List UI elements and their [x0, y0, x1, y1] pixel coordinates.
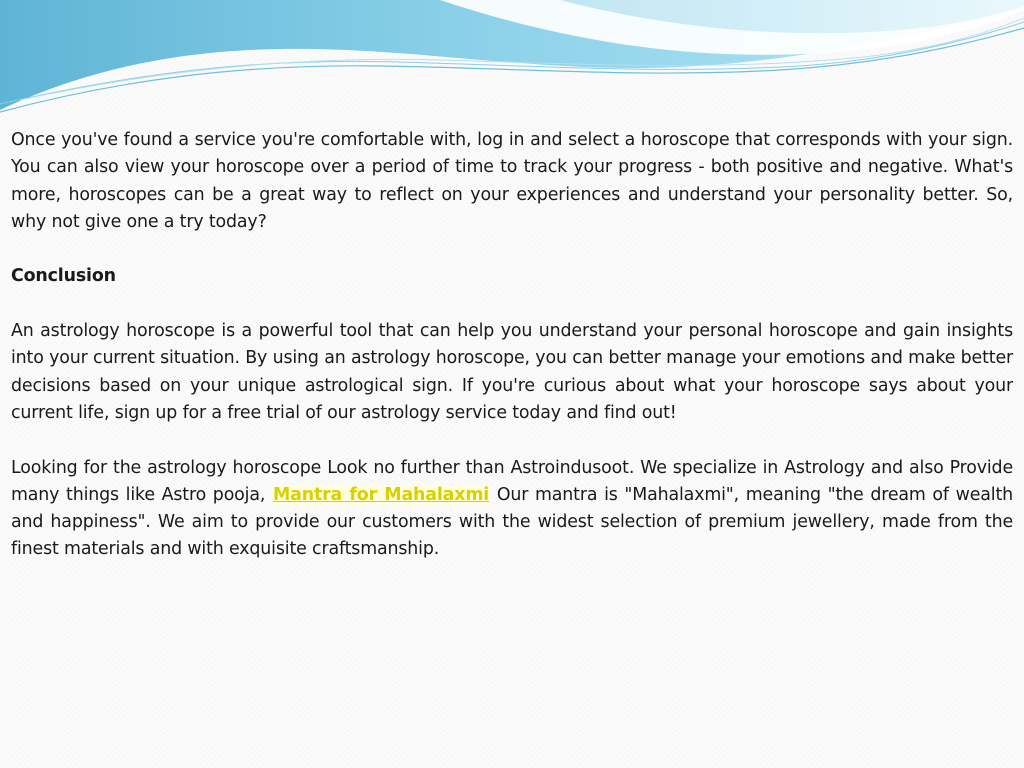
header-wave-decoration: [0, 0, 1024, 120]
paragraph-3-text-after-link: Our mantra is "Mahalaxmi", meaning "the dream of wealth and happiness". We aim to provide our customers with the widest selection of premium jewellery, made from the finest materials and with exquisite craftsmanship.: [11, 484, 1013, 560]
mantra-for-mahalaxmi-link[interactable]: Mantra for Mahalaxmi: [272, 484, 490, 505]
body-paragraph-2: An astrology horoscope is a powerful tool that can help you understand your personal horoscope and gain insights into your current situation. By using an astrology horoscope, you can better manage your emotions and make better decisions based on your unique astrological sign. If you're curious about what your horoscope says about your current life, sign up for a free trial of our astrology service today and find out!: [11, 321, 1013, 423]
paragraph-3-text-before-link: Looking for the astrology horoscope Look no further than Astroindusoot. We specialize in Astrology and also Provide many things like Astro pooja,: [11, 457, 1013, 505]
slide-content: [11, 127, 1013, 591]
conclusion-heading: Conclusion: [11, 266, 116, 287]
body-paragraph-3: [11, 455, 1013, 564]
body-paragraph-1: Once you've found a service you're comfortable with, log in and select a horoscope that corresponds with your sign. You can also view your horoscope over a period of time to track your progress - both positive and negative. What's more, horoscopes can be a great way to reflect on your experiences and understand your personality better. So, why not give one a try today?: [11, 130, 1013, 232]
